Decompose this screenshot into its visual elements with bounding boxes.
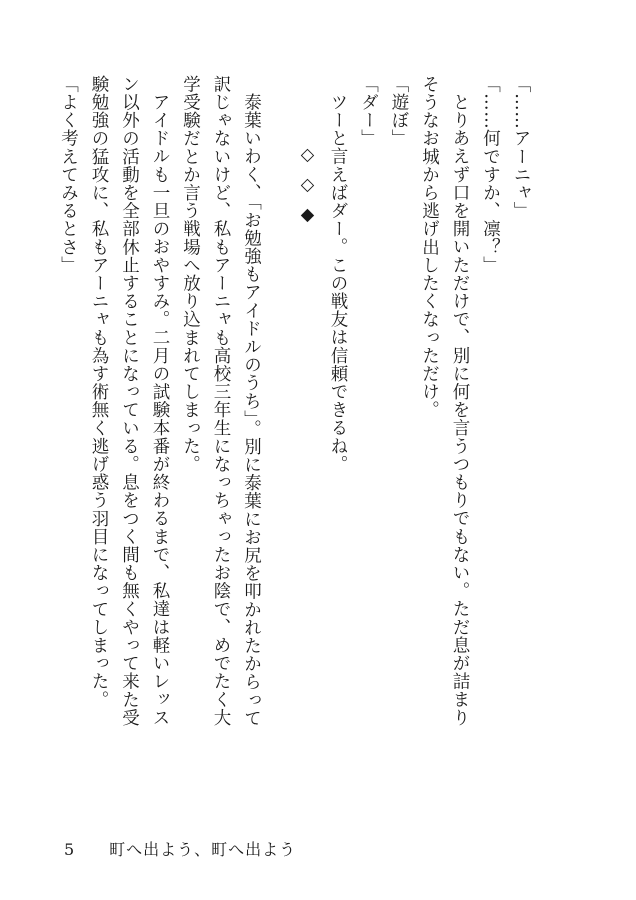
text-line-3: とりあえず口を開いただけで、別に何を言うつもりでもない。ただ息が詰まり bbox=[450, 92, 470, 726]
page-number: 5 bbox=[64, 840, 75, 859]
text-line-10: 学受験だとか言う戦場へ放り込まれてしまった。 bbox=[180, 75, 201, 474]
scene-divider: ◇◇◆ bbox=[297, 145, 318, 235]
page-footer bbox=[64, 840, 296, 860]
text-line-5: 「遊ぼ」 bbox=[389, 75, 409, 148]
text-line-8: 泰葉いわく、「お勉強もアイドルのうち」。別に泰葉にお尻を叩かれたからって bbox=[241, 92, 262, 727]
text-line-13: 験勉強の猛攻に、私もアーニャも為す術無く逃げ惑う羽目になってしまった。 bbox=[89, 75, 109, 709]
text-line-12: ン以外の活動を全部休止することになっている。息をつく間も無くやって来た受 bbox=[119, 75, 140, 727]
text-line-14: 「よく考えてみるとさ」 bbox=[58, 75, 79, 275]
text-line-4: そうなお城から逃げ出したくなっただけ。 bbox=[419, 75, 440, 419]
running-title: 町へ出よう、町へ出よう bbox=[109, 840, 297, 859]
text-line-11: アイドルも一旦のおやすみ。二月の試験本番が終わるまで、私達は軽いレッス bbox=[150, 92, 170, 726]
text-line-1: 「……アーニャ」 bbox=[511, 75, 531, 220]
text-line-6: 「ダー」 bbox=[358, 75, 379, 148]
text-line-9: 訳じゃないけど、私もアーニャも高校三年生になっちゃったお陰で、めでたく大 bbox=[211, 75, 231, 727]
vertical-text-body bbox=[53, 75, 536, 835]
text-line-7: ツーと言えばダー。この戦友は信頼できるね。 bbox=[328, 92, 348, 473]
text-line-2: 「……何ですか、凛？」 bbox=[480, 75, 501, 275]
